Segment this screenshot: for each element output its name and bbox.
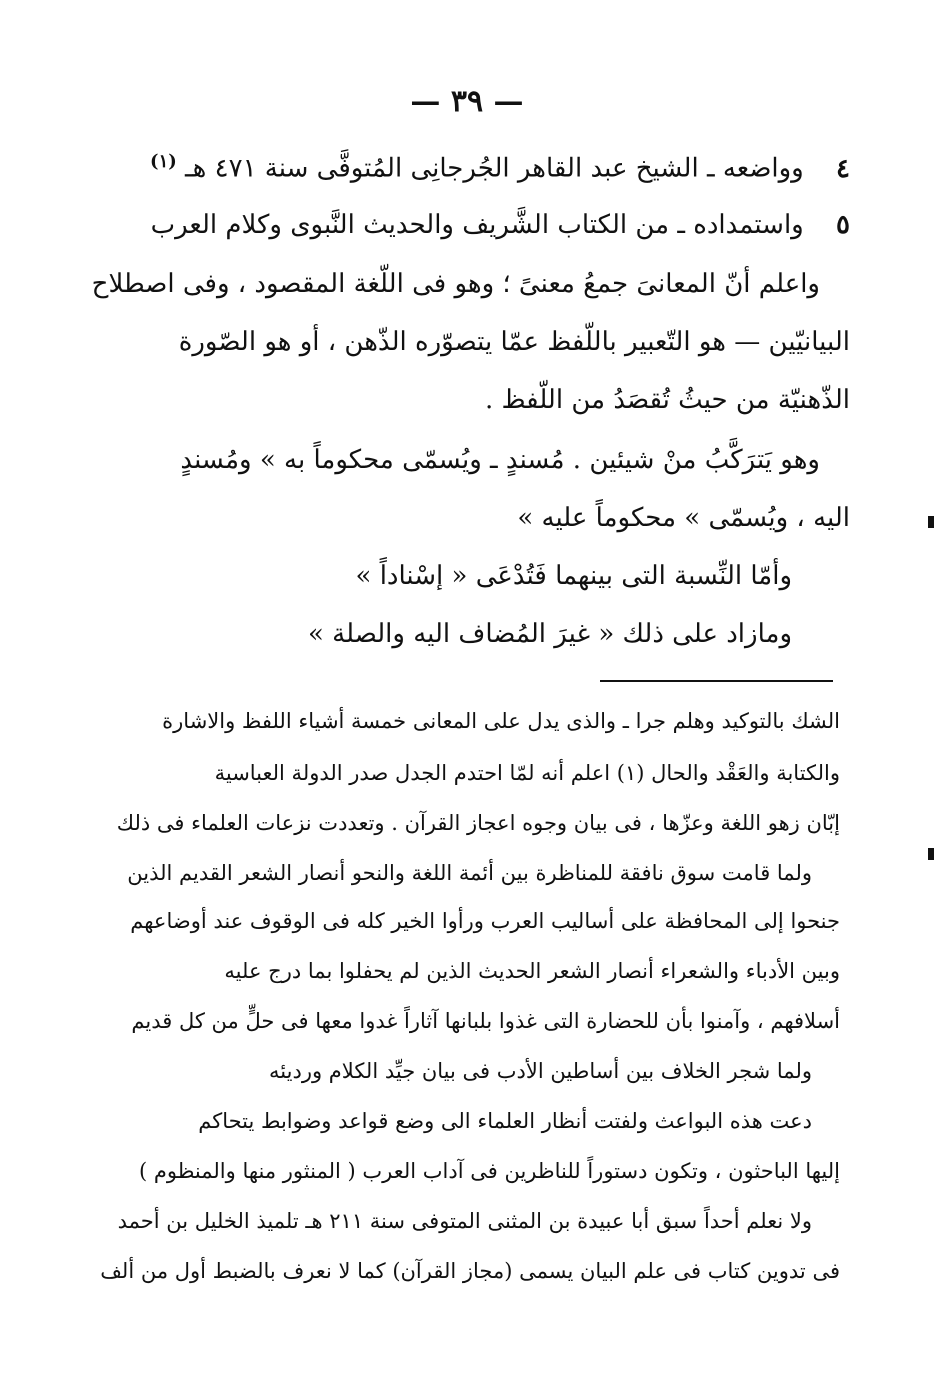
- item-text: واستمداده ـ من الكتاب الشَّريف والحديث النَّبوى وكلام العرب: [150, 210, 804, 240]
- paragraph-line: وهو يَترَكَّبُ منْ شيئين . مُسندٍ ـ ويُسمّى محكوماً به » ومُسندٍ: [180, 445, 820, 475]
- footnote-line: إبّان زهو اللغة وعزّها ، فى بيان وجوه اعجاز القرآن . وتعددت نزعات العلماء فى ذلك: [116, 811, 840, 835]
- page-edge-mark: [928, 516, 934, 528]
- footnote-divider: [600, 680, 833, 682]
- footnote-ref[interactable]: (١): [150, 151, 177, 172]
- footnote-line: فى تدوين كتاب فى علم البيان يسمى (مجاز القرآن) كما لا نعرف بالضبط أول من ألف: [100, 1259, 840, 1283]
- paragraph-line: البيانيّين — هو التّعبير باللّفظ عمّا يتصوّره الذّهن ، أو هو الصّورة: [178, 327, 850, 357]
- footnote-line: إليها الباحثون ، وتكون دستوراً للناظرين فى آداب العرب ( المنثور منها والمنظوم ): [138, 1159, 840, 1183]
- paragraph-line: الذّهنيّة من حيثُ تُقصَدُ من اللّفظ .: [484, 385, 850, 415]
- footnote-line: الشك بالتوكيد وهلم جرا ـ والذى يدل على المعانى خمسة أشياء اللفظ والاشارة: [162, 709, 840, 733]
- paragraph-line: اليه ، ويُسمّى » محكوماً عليه »: [517, 503, 850, 533]
- page-edge-mark: [928, 848, 934, 860]
- footnote-line: والكتابة والعَقْد والحال (١) اعلم أنه لمّا احتدم الجدل صدر الدولة العباسية: [214, 761, 840, 785]
- item-text: وواضعه ـ الشيخ عبد القاهر الجُرجانِى المُتوفَّى سنة ٤٧١ هـ: [185, 153, 804, 184]
- item-number: ٥: [836, 210, 850, 240]
- footnote-line: ولا نعلم أحداً سبق أبا عبيدة بن المثنى المتوفى سنة ٢١١ هـ تلميذ الخليل بن أحمد: [117, 1209, 812, 1233]
- footnote-line: أسلافهم ، وآمنوا بأن للحضارة التى غذوا بلبانها آثاراً غدوا معها فى حلٍّ من كل قديم: [131, 1009, 840, 1033]
- item-number: ٤: [836, 153, 850, 184]
- paragraph-line: ومازاد على ذلك « غيرَ المُضاف اليه والصلة »: [307, 619, 792, 649]
- list-item-5: [151, 205, 850, 245]
- page-number: — ٣٩ —: [410, 84, 524, 119]
- list-item-4: [150, 142, 850, 189]
- footnote-line: وبين الأدباء والشعراء أنصار الشعر الحديث الذين لم يحفلوا بما درج عليه: [224, 959, 840, 983]
- footnote-line: ولما قامت سوق نافقة للمناظرة بين أئمة اللغة والنحو أنصار الشعر القديم الذين: [127, 861, 812, 885]
- footnote-line: جنحوا إلى المحافظة على أساليب العرب ورأوا الخير كله فى الوقوف عند أوضاعهم: [130, 909, 840, 933]
- footnote-line: دعت هذه البواعث ولفتت أنظار العلماء الى وضع قواعد وضوابط يتحاكم: [198, 1109, 812, 1133]
- paragraph-line: واعلم أنّ المعانىَ جمعُ معنىً ؛ وهو فى اللّغة المقصود ، وفى اصطلاح: [91, 269, 820, 299]
- paragraph-line: وأمّا النِّسبة التى بينهما فَتُدْعَى « إسْناداً »: [355, 561, 792, 591]
- footnote-line: ولما شجر الخلاف بين أساطين الأدب فى بيان جيِّد الكلام ورديئه: [269, 1059, 812, 1083]
